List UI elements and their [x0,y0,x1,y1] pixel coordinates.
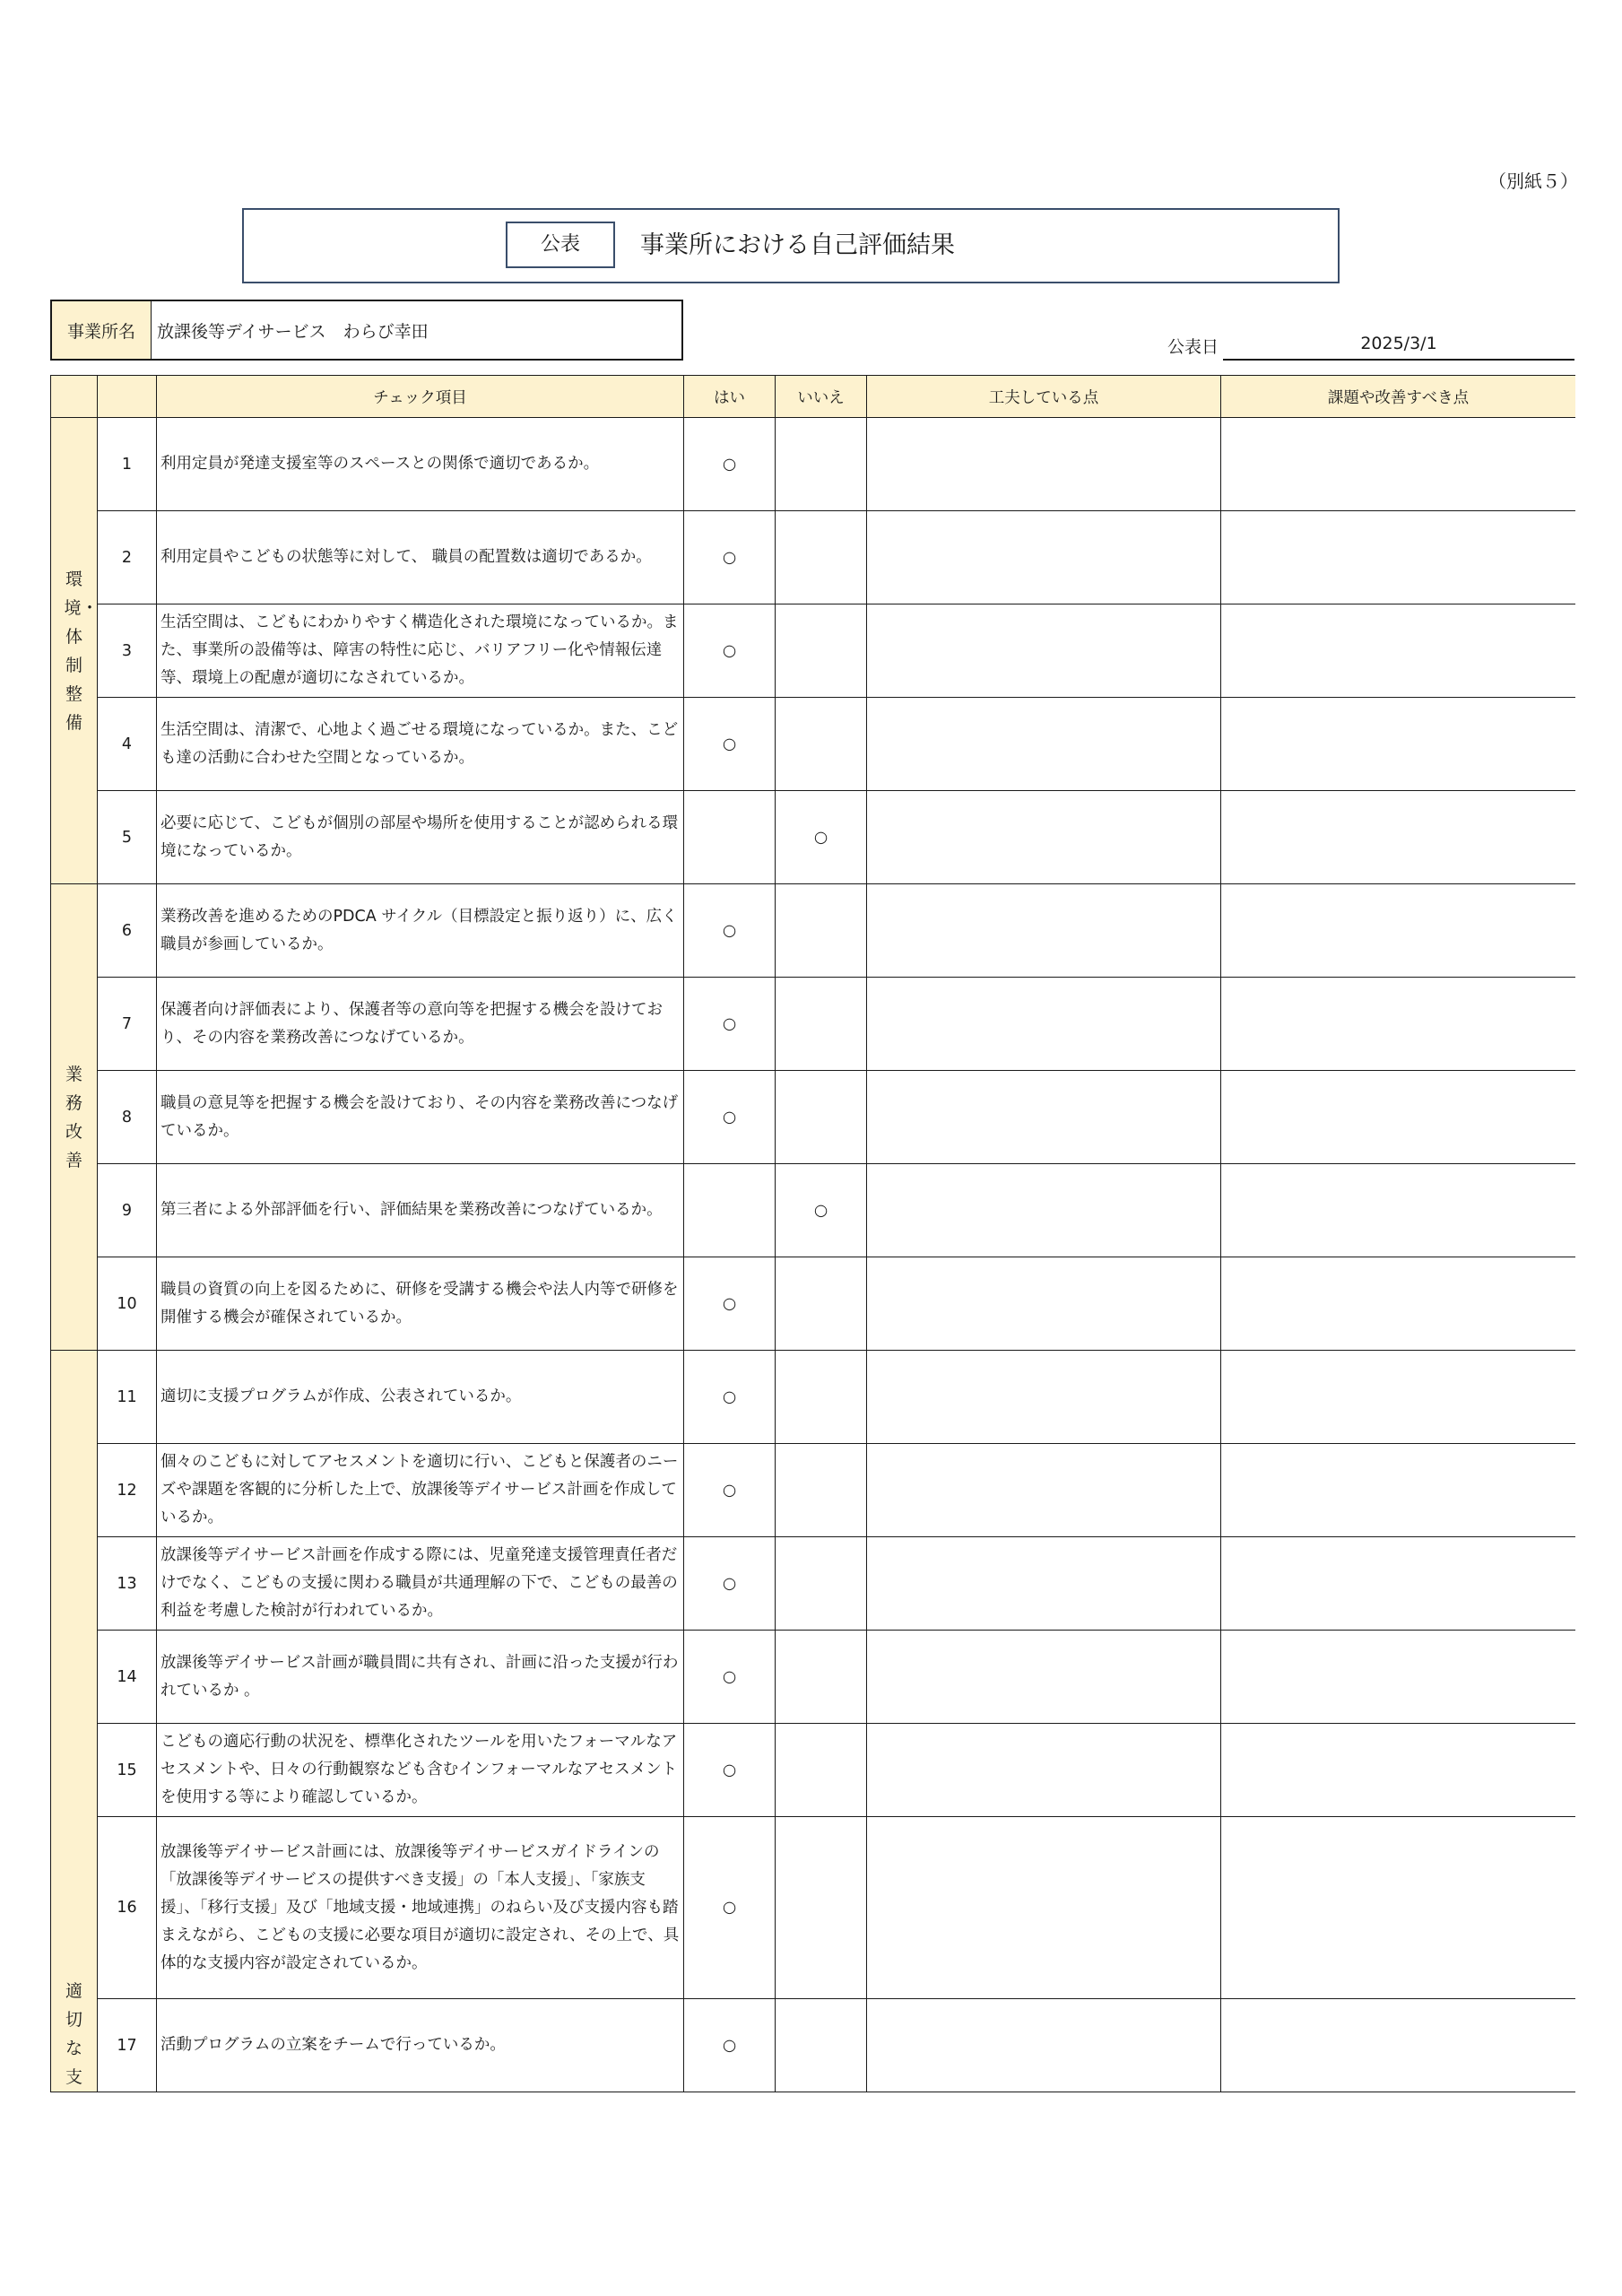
no-mark [776,884,867,978]
check-item-text: 活動プログラムの立案をチームで行っているか。 [157,1999,684,2092]
publication-underline [1223,359,1574,361]
category-cell [51,1351,98,2092]
page-title: 事業所における自己評価結果 [640,231,955,259]
no-mark [776,418,867,511]
yes-mark: ○ [684,1537,776,1631]
ingenuity-cell [867,978,1221,1071]
ingenuity-cell [867,1071,1221,1164]
no-mark [776,1724,867,1817]
check-item-text: 利用定員やこどもの状態等に対して、 職員の配置数は適切であるか。 [157,511,684,604]
check-item-text: 利用定員が発達支援室等のスペースとの関係で適切であるか。 [157,418,684,511]
check-item-text: 個々のこどもに対してアセスメントを適切に行い、こどもと保護者のニーズや課題を客観的に分析した上で、放課後等デイサービス計画を作成しているか。 [157,1444,684,1537]
check-item-text: 放課後等デイサービス計画が職員間に共有され、計画に沿った支援が行われているか 。 [157,1631,684,1724]
office-label: 事業所名 [52,301,152,359]
issues-cell [1221,791,1576,884]
check-item-text: 第三者による外部評価を行い、評価結果を業務改善につなげているか。 [157,1164,684,1257]
header-issues: 課題や改善すべき点 [1221,376,1576,418]
issues-cell [1221,1537,1576,1631]
yes-mark: ○ [684,1071,776,1164]
check-item-text: 放課後等デイサービス計画を作成する際には、児童発達支援管理責任者だけでなく、こどもの支援に関わる職員が共通理解の下で、こどもの最善の利益を考慮した検討が行われているか。 [157,1537,684,1631]
yes-mark: ○ [684,1444,776,1537]
yes-mark: ○ [684,1724,776,1817]
header-number [98,376,157,418]
row-number: 6 [98,884,157,978]
header-check-item: チェック項目 [157,376,684,418]
yes-mark: ○ [684,418,776,511]
header-yes: はい [684,376,776,418]
issues-cell [1221,1164,1576,1257]
row-number: 1 [98,418,157,511]
table-row [51,1724,1576,1817]
issues-cell [1221,884,1576,978]
ingenuity-cell [867,1631,1221,1724]
yes-mark: ○ [684,884,776,978]
office-name: 放課後等デイサービス わらび幸田 [157,321,429,342]
check-item-text: 必要に応じて、こどもが個別の部屋や場所を使用することが認められる環境になっているか。 [157,791,684,884]
issues-cell [1221,1999,1576,2092]
check-item-text: こどもの適応行動の状況を、標準化されたツールを用いたフォーマルなアセスメントや、日々の行動観察なども含むインフォーマルなアセスメントを使用する等により確認しているか。 [157,1724,684,1817]
row-number: 10 [98,1257,157,1351]
issues-cell [1221,418,1576,511]
category-label: 適切な支 [65,1981,82,2087]
row-number: 15 [98,1724,157,1817]
no-mark [776,978,867,1071]
table-row [51,604,1576,698]
issues-cell [1221,1351,1576,1444]
check-item-text: 職員の意見等を把握する機会を設けており、その内容を業務改善につなげているか。 [157,1071,684,1164]
table-row [51,978,1576,1071]
table-row [51,791,1576,884]
table-row [51,511,1576,604]
ingenuity-cell [867,1999,1221,2092]
evaluation-table-wrap [50,375,1575,2118]
yes-mark: ○ [684,511,776,604]
publication-date: 2025/3/1 [1360,334,1437,353]
no-mark [776,1631,867,1724]
row-number: 14 [98,1631,157,1724]
page-note: （別紙５） [1488,170,1578,192]
office-info [50,300,683,361]
public-badge: 公表 [506,222,615,268]
table-row [51,1631,1576,1724]
yes-mark: ○ [684,1257,776,1351]
issues-cell [1221,1071,1576,1164]
ingenuity-cell [867,511,1221,604]
yes-mark [684,1164,776,1257]
table-row [51,418,1576,511]
yes-mark: ○ [684,1351,776,1444]
row-number: 12 [98,1444,157,1537]
no-mark: ○ [776,1164,867,1257]
row-number: 11 [98,1351,157,1444]
yes-mark: ○ [684,978,776,1071]
no-mark [776,1817,867,1999]
no-mark [776,604,867,698]
no-mark [776,1999,867,2092]
yes-mark: ○ [684,1631,776,1724]
evaluation-table [50,375,1575,2092]
ingenuity-cell [867,884,1221,978]
ingenuity-cell [867,418,1221,511]
ingenuity-cell [867,1444,1221,1537]
check-item-text: 放課後等デイサービス計画には、放課後等デイサービスガイドラインの「放課後等デイサービスの提供すべき支援」の「本人支援」、「家族支援」、「移行支援」及び「地域支援・地域連携」のねらい及び支援内容も踏まえながら、こどもの支援に必要な項目が適切に設定され、その上で、具体的な支援内容が設定されているか。 [157,1817,684,1999]
ingenuity-cell [867,1537,1221,1631]
check-item-text: 職員の資質の向上を図るために、研修を受講する機会や法人内等で研修を開催する機会が確保されているか。 [157,1257,684,1351]
table-row [51,1071,1576,1164]
ingenuity-cell [867,698,1221,791]
row-number: 17 [98,1999,157,2092]
table-row [51,1537,1576,1631]
ingenuity-cell [867,1351,1221,1444]
table-row [51,1999,1576,2092]
ingenuity-cell [867,1817,1221,1999]
issues-cell [1221,1817,1576,1999]
table-row [51,1257,1576,1351]
category-label: 環境・体制整備 [64,569,99,733]
yes-mark [684,791,776,884]
ingenuity-cell [867,1257,1221,1351]
check-item-text: 生活空間は、こどもにわかりやすく構造化された環境になっているか。また、事業所の設備等は、障害の特性に応じ、バリアフリー化や情報伝達等、環境上の配慮が適切になされているか。 [157,604,684,698]
row-number: 7 [98,978,157,1071]
no-mark [776,1351,867,1444]
no-mark [776,1257,867,1351]
row-number: 8 [98,1071,157,1164]
row-number: 3 [98,604,157,698]
issues-cell [1221,1631,1576,1724]
no-mark: ○ [776,791,867,884]
table-row [51,1444,1576,1537]
row-number: 16 [98,1817,157,1999]
table-header-row [51,376,1576,418]
title-box [242,208,1340,283]
row-number: 2 [98,511,157,604]
category-label: 業務改善 [65,1064,82,1170]
table-row [51,1351,1576,1444]
yes-mark: ○ [684,1817,776,1999]
no-mark [776,698,867,791]
no-mark [776,1537,867,1631]
issues-cell [1221,698,1576,791]
check-item-text: 保護者向け評価表により、保護者等の意向等を把握する機会を設けており、その内容を業務改善につなげているか。 [157,978,684,1071]
issues-cell [1221,1444,1576,1537]
no-mark [776,511,867,604]
table-row [51,698,1576,791]
issues-cell [1221,511,1576,604]
issues-cell [1221,1724,1576,1817]
table-row [51,1164,1576,1257]
header-category [51,376,98,418]
check-item-text: 業務改善を進めるためのPDCA サイクル（目標設定と振り返り）に、広く職員が参画しているか。 [157,884,684,978]
ingenuity-cell [867,791,1221,884]
issues-cell [1221,1257,1576,1351]
no-mark [776,1071,867,1164]
issues-cell [1221,978,1576,1071]
row-number: 5 [98,791,157,884]
row-number: 4 [98,698,157,791]
table-row [51,884,1576,978]
row-number: 13 [98,1537,157,1631]
ingenuity-cell [867,1164,1221,1257]
yes-mark: ○ [684,698,776,791]
check-item-text: 生活空間は、清潔で、心地よく過ごせる環境になっているか。また、こども達の活動に合わせた空間となっているか。 [157,698,684,791]
table-row [51,1817,1576,1999]
check-item-text: 適切に支援プログラムが作成、公表されているか。 [157,1351,684,1444]
header-ingenuity: 工夫している点 [867,376,1221,418]
issues-cell [1221,604,1576,698]
ingenuity-cell [867,1724,1221,1817]
ingenuity-cell [867,604,1221,698]
header-no: いいえ [776,376,867,418]
yes-mark: ○ [684,604,776,698]
row-number: 9 [98,1164,157,1257]
category-cell [51,884,98,1351]
yes-mark: ○ [684,1999,776,2092]
publication-label: 公表日 [1167,337,1219,357]
category-cell [51,418,98,884]
no-mark [776,1444,867,1537]
